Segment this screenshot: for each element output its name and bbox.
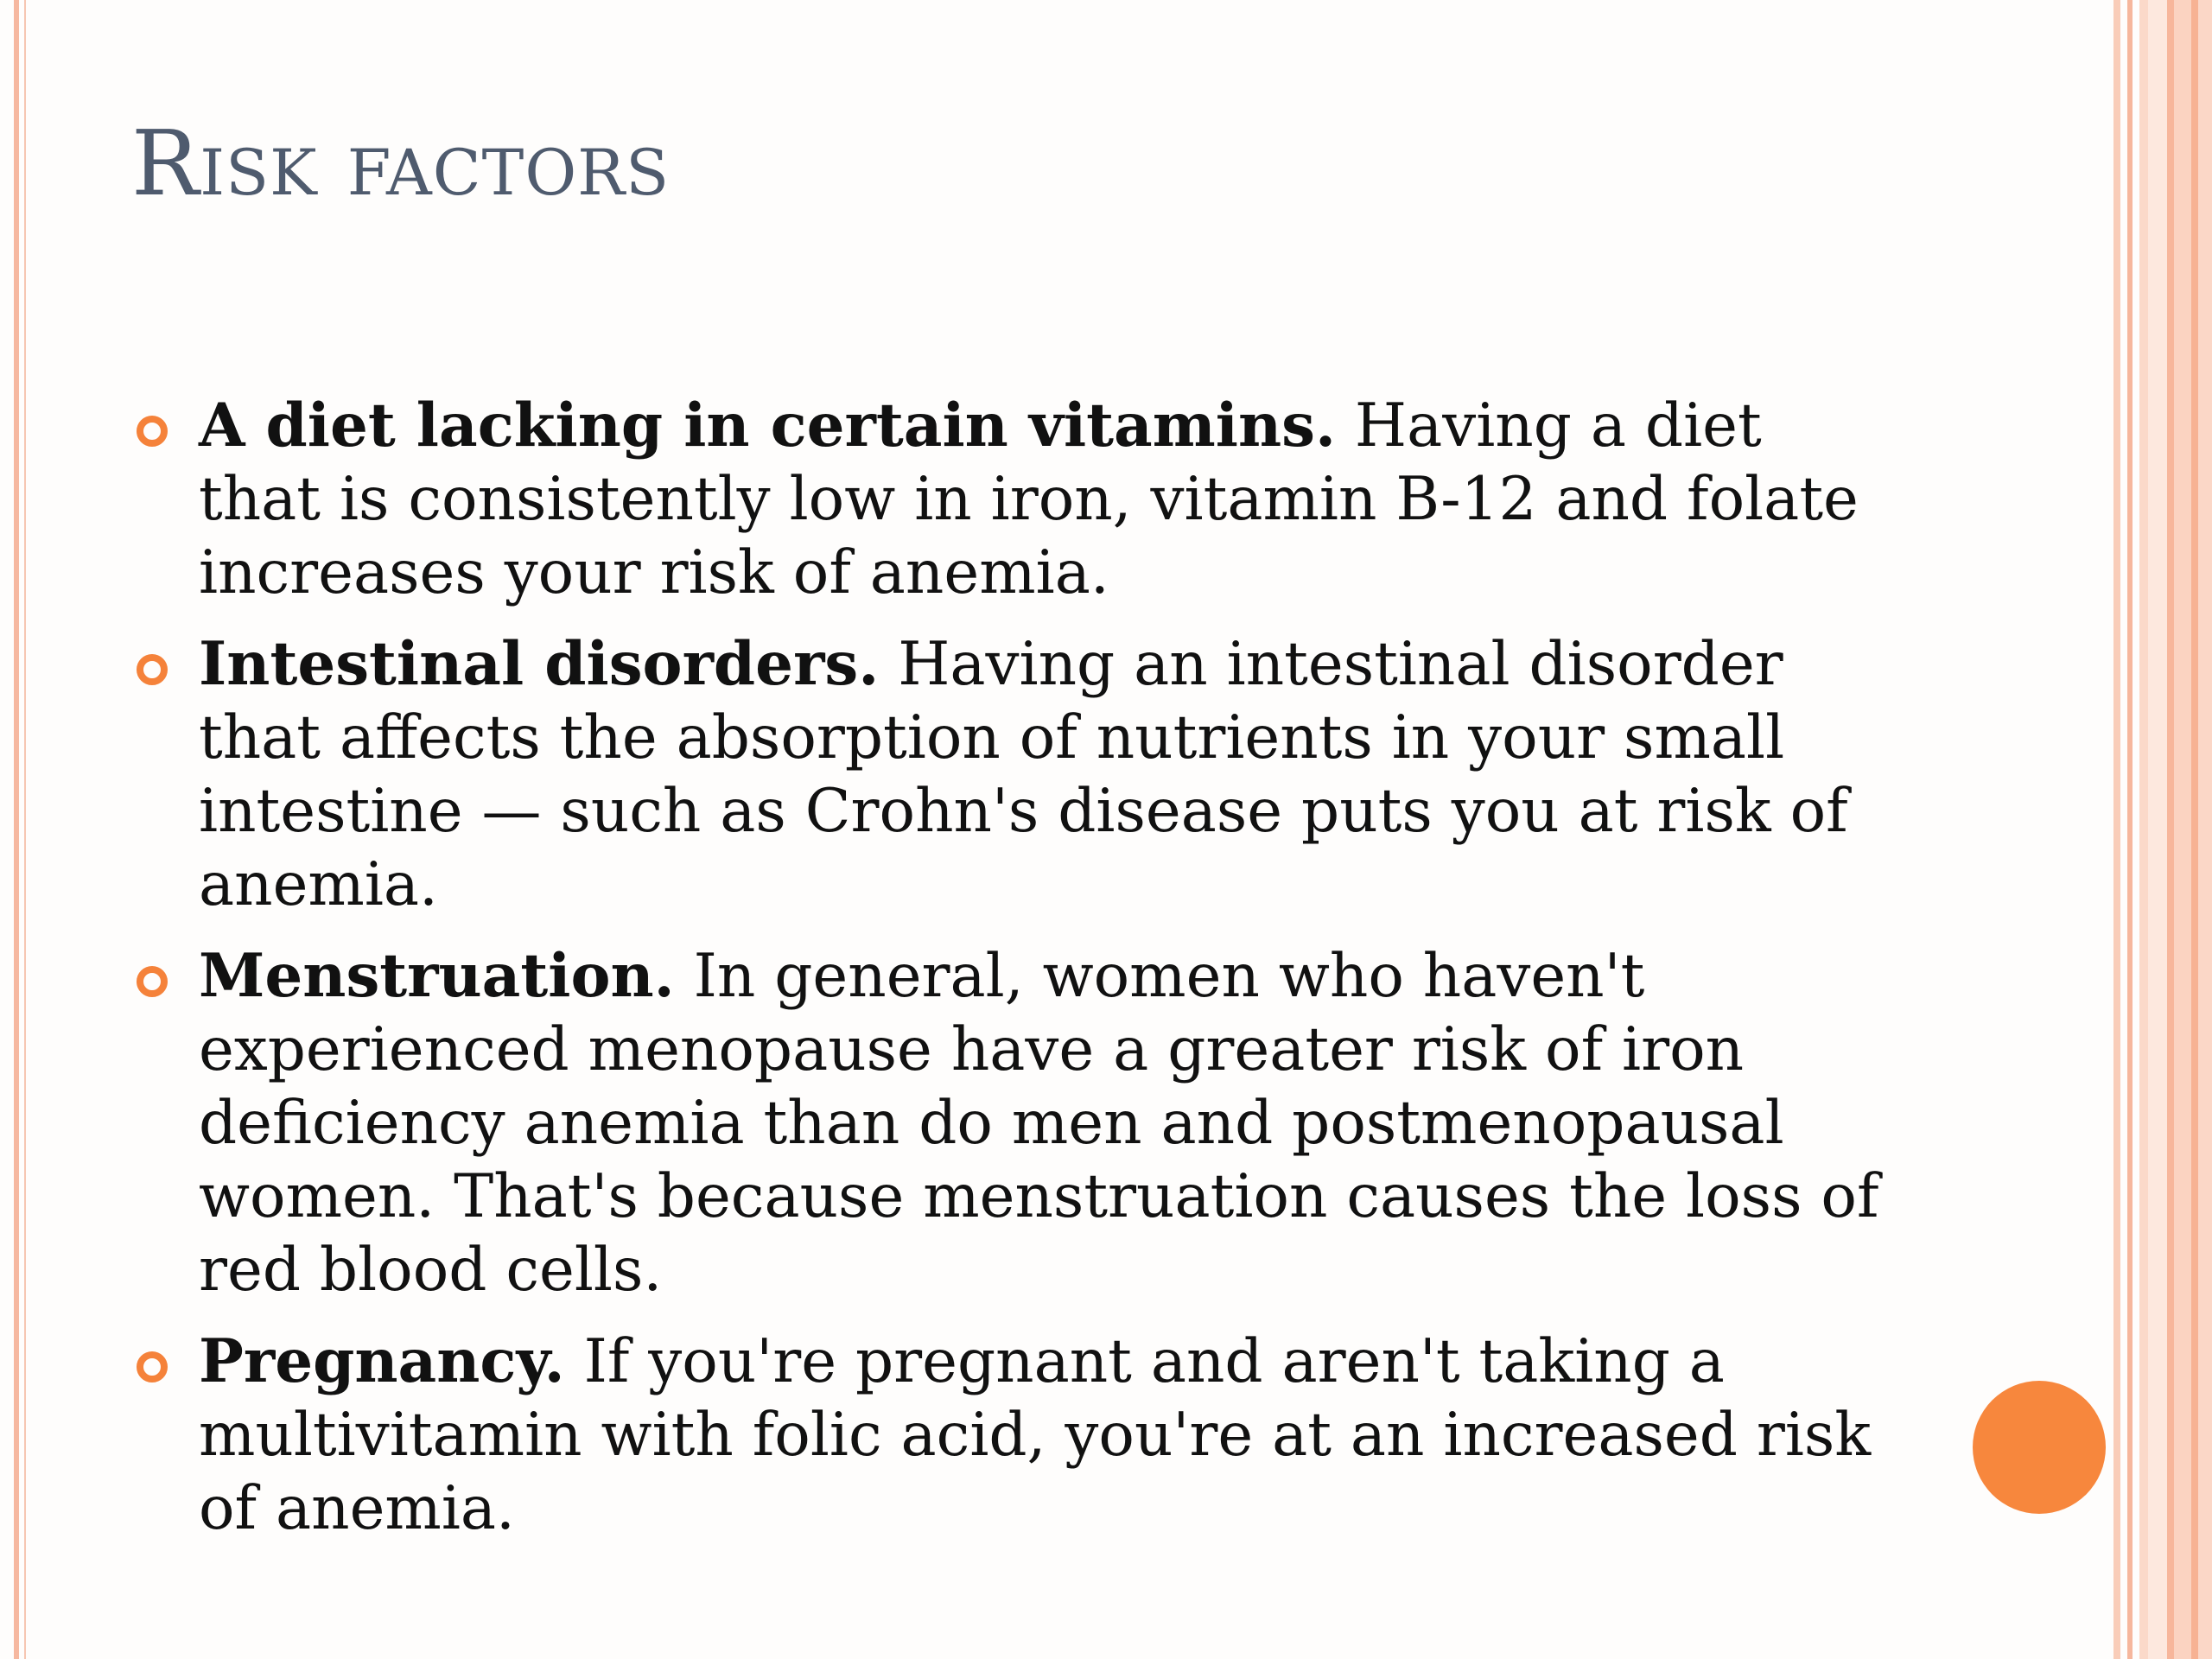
bullet-text: Having an intestinal disorder that affects the absorption of nutrients in your small intestine — such as Crohn's disease puts you at risk of anemia. (199, 630, 1848, 919)
bullet-heading: Menstruation. (199, 941, 675, 1011)
bullet-heading: Intestinal disorders. (199, 629, 880, 699)
bullet-item (131, 627, 1894, 922)
right-decorative-stripe (2148, 0, 2167, 1659)
left-border-line-inner (24, 0, 26, 1659)
ring-bullet-icon (137, 1351, 168, 1382)
ring-bullet-icon (137, 966, 168, 997)
bullet-heading: A diet lacking in certain vitamins. (199, 391, 1336, 461)
slide-title: Risk factors (131, 111, 671, 216)
bullet-text: Having a diet that is consistently low in iron, vitamin B-12 and folate increases your risk of anemia. (199, 391, 1859, 607)
bullet-text: If you're pregnant and aren't taking a multivitamin with folic acid, you're at an increased risk of anemia. (199, 1327, 1872, 1543)
right-decorative-stripe (2191, 0, 2198, 1659)
right-decorative-stripe (2174, 0, 2191, 1659)
orange-circle-decoration (1973, 1381, 2106, 1514)
left-border-line (14, 0, 19, 1659)
bullet-item (131, 1325, 1894, 1546)
bullet-text: In general, women who haven't experienced menopause have a greater risk of iron deficiency anemia than do men and postmenopausal women. That's because menstruation causes the loss of red blood cells. (199, 942, 1879, 1305)
ring-bullet-icon (137, 416, 168, 447)
right-decorative-stripe (2198, 0, 2212, 1659)
ring-bullet-icon (137, 654, 168, 685)
bullet-item (131, 939, 1894, 1307)
right-decorative-stripe (2113, 0, 2120, 1659)
right-decorative-stripe (2139, 0, 2148, 1659)
bullet-item (131, 389, 1894, 610)
bullet-list (131, 389, 1894, 1563)
right-decorative-stripe (2167, 0, 2174, 1659)
right-decorative-stripe (2127, 0, 2133, 1659)
bullet-heading: Pregnancy. (199, 1326, 565, 1396)
